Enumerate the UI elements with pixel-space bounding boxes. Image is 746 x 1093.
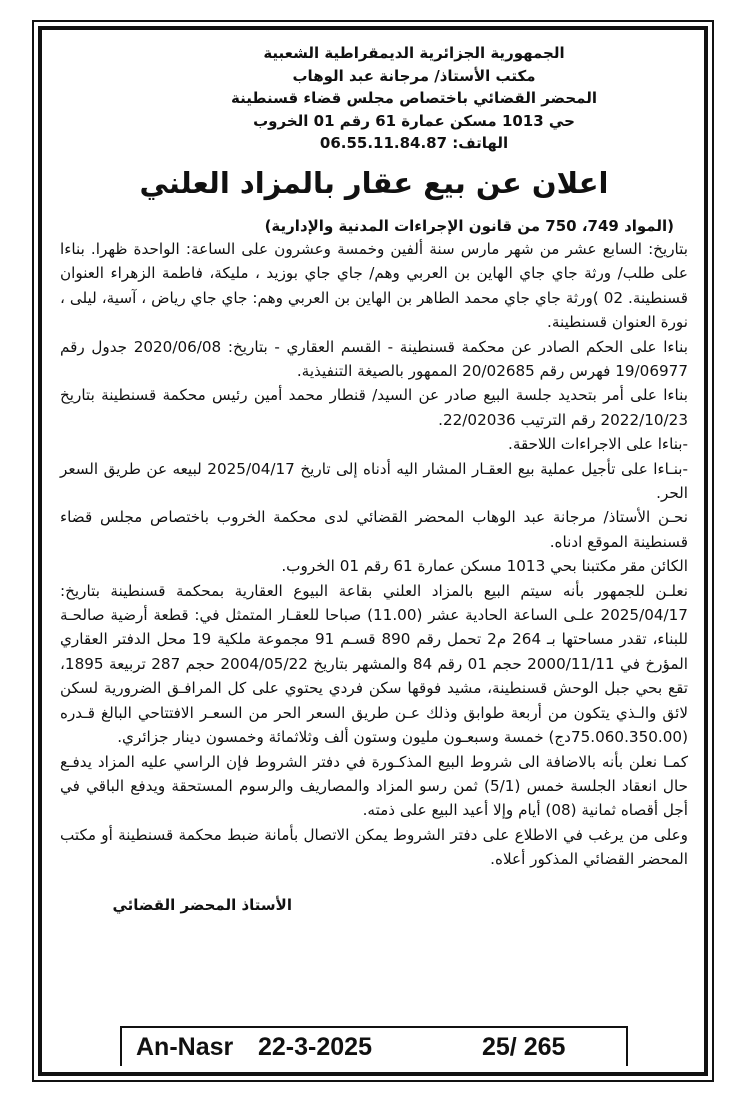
country-name: الجمهورية الجزائرية الديمقراطية الشعبية — [263, 44, 565, 62]
jurisdiction: المحضر القضائي باختصاص مجلس قضاء قسنطينة — [231, 89, 597, 108]
letterhead — [100, 42, 728, 155]
page-reference: 25/ 265 — [482, 1032, 566, 1061]
publication-date: 22-3-2025 — [258, 1032, 372, 1061]
paragraph-procedures: -بناءا على الاجراءات اللاحقة. — [508, 435, 688, 454]
publication-name: An-Nasr — [136, 1032, 234, 1061]
office-address: حي 1013 مسكن عمارة 61 رقم 01 الخروب — [253, 111, 575, 130]
announcement — [60, 42, 688, 916]
paragraph-requesters: بتاريخ: السابع عشر من شهر مارس سنة ألفين وخمسة وعشرون على الساعة: الواحدة ظهرا. بناءا على طلب/ ورثة جاي جاي الهاين بن العربي وهم/ جاي جاي بوزيد ، مليكة، فاطمة الزهراء العنوان قسنطينة. 02 )ورثة جاي جاي محمد الطاهر بن الهاين بن العربي وهم: جاي جاي رياض ، آسية، ليلى ، نورة العنوان قسنطينة. — [60, 239, 688, 332]
paragraph-sale-details: نعلـن للجمهور بأنه سيتم البيع بالمزاد العلني بقاعة البيوع العقارية بمحكمة قسنطينة بتاريخ: 2025/04/17 علـى الساعة الحادية عشر (11.00) صباحا للعقـار المتمثل في: قطعة أرضية صالحـة للبناء، تقدر مساحتها بـ 264 م2 تحمل رقم 890 قسـم 91 مجموعة ملكية 19 محل الدفتر العقاري المؤرخ في 2000/11/11 حجم 01 رقم 84 والمشهر بتاريخ 2004/05/22 حجم 287 تربيعة 1895، تقع بحي جبل الوحش قسنطينة، مشيد فوقها سكن فردي يحتوي على كل المرافـق الضرورية لسكن لائق والـذي يتكون من أربعة طوابق وذلك عـن طريق السعر الحر من السعـر الافتتاحي البالغ قـدره (75.060.350.00دج) خمسة وسبعـون مليون وستون ألف وثلاثمائة وخمسون دينار جزائري. — [60, 581, 689, 747]
signature: الأستاذ المحضر القضائي — [112, 895, 292, 914]
paragraph-bailiff: نحـن الأستاذ/ مرجانة عبد الوهاب المحضر القضائي لدى محكمة الخروب باختصاص مجلس قضاء قسنطينة الموقع ادناه. — [60, 508, 688, 551]
paragraph-office-location: الكائن مقر مكتبنا بحي 1013 مسكن عمارة 61 رقم 01 الخروب. — [281, 557, 688, 576]
paragraph-order: بناءا على أمر بتحديد جلسة البيع صادر عن السيد/ قنطار محمد أمين رئيس محكمة قسنطينة بتاريخ 2022/10/23 رقم الترتيب 22/02036. — [60, 386, 688, 429]
paragraph-contact: وعلى من يرغب في الاطلاع على دفتر الشروط يمكن الاتصال بأمانة ضبط محكمة قسنطينة أو مكتب المحضر القضائي المذكور أعلاه. — [60, 825, 688, 869]
announcement-title: اعلان عن بيع عقار بالمزاد العلني — [139, 165, 609, 200]
legal-reference: (المواد 749، 750 من قانون الإجراءات المدنية والإدارية) — [264, 216, 674, 235]
paragraph-judgment: بناءا على الحكم الصادر عن محكمة قسنطينة - القسم العقاري - بتاريخ: 2020/06/08 جدول رقم 19/06977 فهرس رقم 20/02685 الممهور بالصيغة التنفيذية. — [60, 337, 688, 380]
paragraph-payment-terms: كمـا نعلن بأنه بالاضافة الى شروط البيع المذكـورة في دفتر الشروط فإن الراسي عليه المزاد يدفـع حال انعقاد الجلسة خمس (5/1) ثمن رسو المزاد والمصاريف والرسوم المستحقة ويدفع الباقي في أجل أقصاه ثمانية (08) أيام وإلا أعيد البيع على ذمته. — [60, 752, 688, 820]
publication-footer — [120, 1026, 628, 1066]
office-name: مكتب الأستاذ/ مرجانة عبد الوهاب — [292, 66, 536, 85]
paragraph-postponement: -بنـاءا على تأجيل عملية بيع العقـار المشار اليه أدناه إلى تاريخ 2025/04/17 لبيعه عن طريق السعر الحر. — [60, 459, 688, 503]
office-phone: الهاتف: 06.55.11.84.87 — [319, 134, 509, 153]
